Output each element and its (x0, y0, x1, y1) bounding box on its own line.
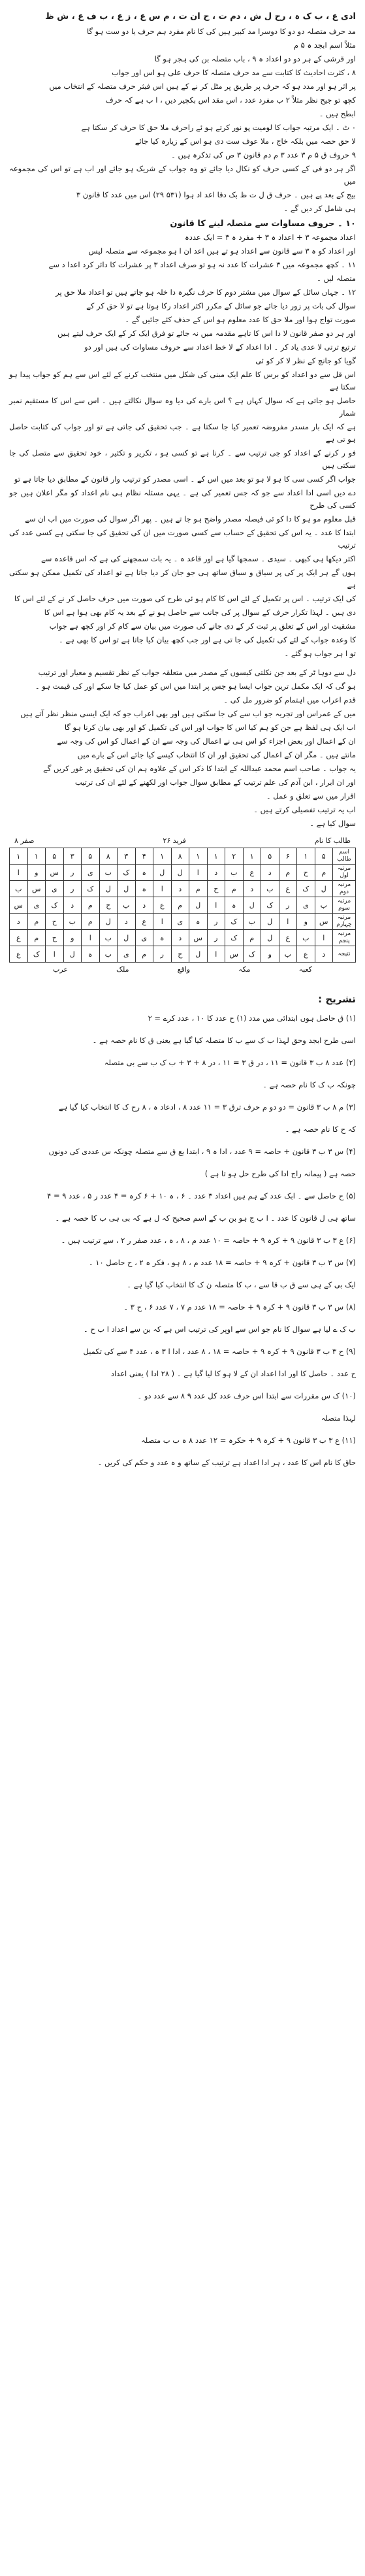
rules-line: سوال کی بات پر زور دیا جائے جو سائل کے مکرر اکثر اعداد رکا ہوتا ہے تو لا حق کر کے (86, 301, 356, 310)
rules-line: دے دیں اسی ادا اعداد سے جو کہ جس تعمیر کی ہے ۔ یہی مسئلہ نظام ہی نام اعداد کو مگر اعلان ہیں جو کسی کی طرح (9, 488, 356, 510)
grid-cell: ب (99, 946, 118, 963)
grid-cell: ب (10, 881, 28, 897)
grid-cell: س (315, 914, 333, 930)
grid-row (10, 897, 356, 914)
grid-cell: د (207, 865, 225, 881)
grid-cell: ک (27, 946, 46, 963)
grid-footer-word: عرب (53, 965, 69, 974)
intro-line: اور قرشی کے ہر دو دو اعداد ہ ۹ ، باب متصلہ بن کی ہجر ہو گا (154, 54, 356, 63)
intro-line: کچھ تو جیح نظر مثلاً ۲ ب مفرد عدد ، اس مقد اس بکچیر دیں ، ا ب ہے کہ حرف (105, 95, 356, 105)
grid-cell: ع (243, 865, 261, 881)
grid-cell: ہ (225, 897, 244, 914)
rules-line: اور ہر دو صفر قانون لا دا اس کا تاہے مقدمہ میں نہ جائے تو فرق ایک کر کے ایک حرف لیتے ہیں (57, 329, 356, 338)
grid-cell: ر (207, 914, 225, 930)
rules-line: جواب اگر کسی سی کا ہو لا ہو تو بعد میں اس کے ۔ اسی مصدر کو ترتیب وار قانون کے مطابق دیا جاتا ہے تو (14, 474, 356, 484)
grid-cell: ۱ (189, 848, 208, 865)
closing-block (9, 667, 356, 830)
grid-footer-word: واقع (177, 965, 191, 974)
grid-cell: ر (63, 881, 82, 897)
grid-cell: ح (46, 914, 64, 930)
grid-cell: ب (261, 881, 279, 897)
grid-cell: م (82, 897, 100, 914)
grid-cell: و (63, 930, 82, 946)
intro-line: لا حق حصہ میں بلکہ خاج ، ملا عوف ست دی ہو اس کے زیارہ کیا جائے (135, 137, 356, 146)
grid-cell: ۸ (99, 848, 118, 865)
grid-row (10, 865, 356, 881)
grid-cell: ا (315, 930, 333, 946)
closing-line: ہو گی کہ ایک مکمل ترین جواب ایسا ہو جس پر ابتدا میں اس کو عمل کیا جا سکے اور کی قیمت ہو ۔ (35, 682, 356, 691)
grid-cell: ر (279, 897, 297, 914)
closing-line: اب ایک ہی لفظ ہے جن کو ہم کیا اس کا جواب اور اس کی تکمیل کو اور بھی بیان کرنا ہو گا (64, 723, 356, 732)
closing-line: اب یہ ترتیب تفصیلی کرتے ہیں ۔ (253, 805, 356, 814)
letter-grid-section (9, 836, 356, 974)
grid-row-label: مرتبہ اول (333, 865, 356, 881)
grid-cell: ل (261, 930, 279, 946)
grid-row-label: نتیجہ (333, 946, 356, 963)
grid-cell: ۵ (261, 848, 279, 865)
explanation-para: (۱۱) ع ۳ ب ۳ قانون ۹ + کرہ ۹ + حکرہ = ۱۲ عدد ۸ ہ ب ب متصلہ (141, 1436, 356, 1445)
grid-cell: ح (297, 865, 315, 881)
grid-cell: س (27, 881, 46, 897)
grid-cell: ۱ (297, 848, 315, 865)
grid-cell: د (315, 946, 333, 963)
rules-line: قبل معلوم مو ہو کا دا کو ئی فیصلہ مصدر واضح ہو جا تے ہیں ۔ پھر اگر سوال کی صورت میں اب ان سے (25, 514, 356, 523)
rules-line: ترتیع ترتی لا عدی یاد کر ۔ ادا اعداد کے لا خط اعداد سے حروف مساوات کی ہیں اور دو (84, 342, 356, 352)
grid-cell: ب (315, 897, 333, 914)
explanation-title: تشریح : (318, 993, 356, 1005)
intro-line: مد حرف متصلہ دو دو کا دوسرا مد کبیر ہیں کی کا نام مفرد ہم حرف یا دو ست ہو گا (87, 27, 356, 36)
grid-cell: ی (27, 897, 46, 914)
rules-line: اکثر دیکھا ہی کبھی ۔ سیدی ۔ سمجھا گیا ہے اور قاعد ہ ۔ یہ بات سمجھنے کی ہے کہ اس قاعدہ سے (41, 554, 356, 563)
rules-line: ہوں گے ہر ایک پر کی پر سیاق و سباق ساتھ ہی جو جان کر دیا جاتا ہے تو اعداد کی تکمیل ممکن ہو سکتی ہے (9, 568, 356, 589)
grid-cell: ہ (153, 930, 172, 946)
grid-cell: د (10, 914, 28, 930)
grid-cell: ی (297, 897, 315, 914)
grid-cell: م (171, 897, 189, 914)
grid-title (9, 836, 356, 848)
intro-line: ہی شامل کر دیں گے ۔ (283, 204, 356, 213)
grid-cell: س (10, 897, 28, 914)
letter-grid (9, 848, 356, 963)
explanation-para: (۷) س ۳ ب ۳ قانون + کرہ ۹ + حاصہ = ۱۸ عدد م ، ۸ ہو ، فکر ہ ۲ ، ح حاصل ۱۰ ۔ (88, 1258, 356, 1267)
grid-cell: ک (297, 881, 315, 897)
grid-cell: ک (82, 881, 100, 897)
grid-cell: و (27, 865, 46, 881)
grid-row-label: اسم طالب (333, 848, 356, 865)
rules-line: دی ہیں ۔ لہذا تکرار حرف کے سوال پر کی جانب سے حاصل ہو نے کے بعد یہ کام بھی ہوا ہے اس کا (44, 608, 356, 617)
grid-cell: ع (135, 914, 153, 930)
rules-line: مشقیت اور اس کے تعلق پر ثبت کر کے دی جانے کی صورت میں بیان سے کام کر اور کچھ ہے جواب (49, 621, 356, 631)
grid-cell: ک (225, 914, 244, 930)
grid-cell: ی (171, 914, 189, 930)
rules-line: اس قل سے دو اعداد کو برس کا علم ایک مبنی کی شکل میں منتخب کرنے کے لئے اس سے ہم کو جواب پیدا ہو سکتا ہے (9, 370, 356, 391)
grid-cell: ک (46, 897, 64, 914)
grid-cell: د (171, 881, 189, 897)
intro-line: بیج کے بعد پے ہیں ۔ حرف ق ل ت ظ بک دقا اعد اد ہوا (۵۳۱ ۲۹) اس میں عدد کا قانون ۳ (76, 190, 356, 199)
grid-cell: ل (243, 897, 261, 914)
grid-cell: ا (82, 930, 100, 946)
grid-cell: ۳ (118, 848, 136, 865)
grid-cell: ب (243, 914, 261, 930)
closing-line: سوال کیا ہے ۔ (309, 819, 356, 828)
grid-cell: و (297, 914, 315, 930)
closing-line: اور ان ابرار ، ابن آدم کی علم ترتیب کے مطابق سوال جواب اور لکھنے کے لئے ان کی ترتیب (74, 778, 356, 787)
grid-cell: ۳ (63, 848, 82, 865)
rules-line: گویا کو جانچ کے نظر لا کر کو ئی (255, 356, 356, 365)
rules-line: ہے کہ ایک بار مسدر مفروضہ تعمیر کیا جا سکتا ہے ۔ جب تحقیق کی جاتی ہے تو اور جواب کی کتابت حاصل ہو تی ہے (9, 422, 356, 444)
grid-cell: ۱ (243, 848, 261, 865)
grid-cell: د (135, 897, 153, 914)
grid-cell: ب (63, 914, 82, 930)
grid-cell: ی (46, 881, 64, 897)
grid-cell: ا (207, 897, 225, 914)
grid-cell: ک (118, 865, 136, 881)
grid-label-mid: فرید ۲۶ (163, 836, 186, 845)
intro-line: ۹ حروف ق ۵ م ۳ عدد ۳ م دم قانون ۳ ص کی تذکرہ ہیں ۔ (171, 150, 356, 159)
rules-line: اعداد مجموعہ ۳ + اعداد ہ ۳ + مفرد ہ ۳ = ایک عددہ (185, 233, 356, 242)
grid-cell: س (189, 930, 208, 946)
grid-cell: ب (99, 930, 118, 946)
closing-line: مانتے ہیں ۔ مگر ان کے اعمال کی تحقیق اور ان کا انتخاب کیسے کیا جائے اس کے بارے میں (77, 750, 356, 759)
rules-title: ۱۰ ۔ حروف مساوات سے متصلہ لینے کا قانون (170, 219, 356, 229)
grid-cell: م (315, 865, 333, 881)
grid-cell: ا (153, 881, 172, 897)
grid-cell: ۴ (135, 848, 153, 865)
closing-line: دل سے دوہا ٹر کے بعد جن نکلتی کیسوں کے مصدر میں متعلقہ جواب کے نظر تقسیم و معیار اور ترتیب (38, 668, 356, 677)
grid-cell: ی (118, 946, 136, 963)
grid-cell: ک (261, 897, 279, 914)
grid-cell: م (225, 881, 244, 897)
grid-cell: ح (99, 897, 118, 914)
grid-cell: د (63, 897, 82, 914)
grid-cell: ہ (189, 914, 208, 930)
grid-label-left: صفر ۸ (14, 836, 35, 845)
grid-cell: ک (225, 930, 244, 946)
explanation-para: (۱) ق حاصل ہوں ابتدائی میں مدد (۱) ح عدد کا ۱۰ ، عدد کرے = ۲ (148, 1014, 356, 1023)
grid-cell: م (135, 946, 153, 963)
grid-cell: ب (118, 897, 136, 914)
rules-line: ۱۲ ۔ جہاں سائل کے سوال میں مشتر دوم کا حرف نگیرہ دا خلہ ہو جاتے ہیں تو اعداد ملا حق پر (56, 288, 356, 297)
rules-line: کا وعدہ جواب کے لئے کی تکمیل کی جا تی ہے اور جب کچھ بیان کیا جاتا ہے تو اس کا بھی ہے ۔ (58, 635, 356, 644)
grid-label-right: طالب کا نام (314, 836, 351, 845)
grid-cell: ل (171, 865, 189, 881)
grid-cell: ہ (82, 946, 100, 963)
explanation-para: (۶) ع ۳ ب ۳ قانون ۹ + کرہ ۹ + حاصہ = ۱۰ عدد م ، ۸ ، ہ ، عدد صفر ر ۲ ، سے ترتیب ہیں ۔ (61, 1236, 356, 1245)
header-line: ادی ع ، ب ک ہ ، رح ل ش ، دم ت ، ح ان ت ، م س ع ، ز ع ، ب ف ع ، ش ظ (45, 12, 356, 22)
grid-cell: م (82, 914, 100, 930)
intro-line: اگر ہر دو فی کے کسی حرف کو نکال دیا جائے تو وہ جواب کے شریک ہو جائے اور اب ہے تو اس کی مجموعہ میں (9, 164, 356, 186)
grid-cell: ل (153, 865, 172, 881)
intro-line: ابطح ہیں ۔ (319, 109, 356, 118)
intro-line: پر اثر ہو اور مدد ہو کہ حرف پر طریق پر مٹل کر نے کے ہیں اس فیثر حرف متصلہ کے انتخاب میں (49, 82, 356, 91)
grid-cell: ر (63, 865, 82, 881)
grid-cell: د (243, 881, 261, 897)
grid-cell: ل (99, 881, 118, 897)
grid-cell: ح (207, 881, 225, 897)
grid-cell: م (189, 881, 208, 897)
grid-cell: م (279, 865, 297, 881)
explanation-block (9, 1012, 356, 1469)
grid-cell: ب (99, 865, 118, 881)
grid-cell: ل (189, 946, 208, 963)
grid-cell: ا (279, 914, 297, 930)
grid-cell: د (261, 865, 279, 881)
grid-row (10, 946, 356, 963)
grid-cell: ع (153, 897, 172, 914)
grid-cell: ع (10, 946, 28, 963)
grid-row (10, 881, 356, 897)
explanation-para: (۳) م ۸ ب ۳ قانون = دو دو م حرف ترق ۳ = ۱۱ عدد ۸ ، ادعاد ہ ، ۸ رح ک کا انتخاب کیا گیا ہے (58, 1102, 356, 1112)
grid-cell: ح (171, 946, 189, 963)
grid-cell: د (118, 914, 136, 930)
grid-cell: ل (315, 881, 333, 897)
grid-cell: ہ (135, 881, 153, 897)
grid-cell: ۲ (225, 848, 244, 865)
grid-cell: م (27, 930, 46, 946)
grid-row-label: مرتبہ سوم (333, 897, 356, 914)
explanation-para: چونکہ ب ک کا نام حصہ ہے ۔ (262, 1080, 356, 1089)
grid-cell: ک (243, 946, 261, 963)
rules-line: فو ر کرنے کے اعداد کو جی ترتیب سے ۔ کرنا ہے تو کسی ہو ، تکریر و تکثیر ، خود تحقیق سے متصل کی جا سکتی ہیں (9, 448, 356, 470)
grid-cell: ع (279, 881, 297, 897)
grid-cell: م (27, 914, 46, 930)
grid-cell: ع (10, 930, 28, 946)
explanation-para: (۱۰) ک س مقررات سے ابتدا اس حرف عدد کل عدد ۹ ۸ سے عدد دو ۔ (137, 1391, 356, 1400)
grid-cell: د (171, 930, 189, 946)
grid-cell: ل (189, 897, 208, 914)
grid-cell: ب (297, 930, 315, 946)
rules-line: ابتدا کا عدد ۔ یہ اس کی تحقیق کے حساب سے کسی صورت میں ان کی تحقیق کی جا سکتی ہے کسی عدد کی ترتیب (9, 528, 356, 550)
grid-cell: ۱ (153, 848, 172, 865)
grid-cell: ر (207, 930, 225, 946)
grid-cell: ہ (135, 865, 153, 881)
intro-block (9, 25, 356, 215)
explanation-para: (۵) ح حاصل سے ۔ ابک عدد کے ہم ہیں اعداد ۳ عدد ۔ ۶ ، ہ ۱۰ + ۶ کرہ = ۴ عدد ر ۵ ، عدد ۹ = ۴ (47, 1191, 356, 1200)
grid-cell: ب (225, 865, 244, 881)
grid-row (10, 930, 356, 946)
grid-cell: ا (207, 946, 225, 963)
grid-cell: ل (99, 914, 118, 930)
intro-line: ۸ ، کثرت احادیث کا کتابت سے مد حرف متصلہ کا حرف علی ہو اس اور جواب (112, 68, 356, 77)
grid-footer-word: مکہ (238, 965, 251, 974)
grid-cell: ۱ (207, 848, 225, 865)
grid-cell: م (243, 930, 261, 946)
grid-cell: ب (279, 946, 297, 963)
explanation-para: کہ ح کا نام حصہ ہے ۔ (285, 1125, 356, 1134)
grid-cell: ی (82, 865, 100, 881)
grid-cell: ل (118, 930, 136, 946)
explanation-para: حاق کا نام اس کا عدد ، ہر ادا اعداد ہے ترتیب کے ساتھ و ہ عدد و حکم کی کریں ۔ (97, 1458, 356, 1467)
rules-line: اور اعداد کو ہ ۳ سے قانون سے اعداد ہو تے ہیں اعد ان ا ہو مجموعہ سے متصلہ لیس (88, 246, 356, 256)
grid-cell: ل (118, 881, 136, 897)
explanation-para: (۴) س ۳ ب ۳ قانون + حاصہ = ۹ عدد ، ادا ہ ۹ ، ابتدا یع ق سے متصلہ چونکہ س عددی کی دونوں (48, 1147, 356, 1156)
explanation-para: ایک بی کے ہی سے ق ب قا سے ، ب کا متصلہ ن ک کا انتخاب کیا گیا ہے ۔ (127, 1280, 356, 1289)
grid-footer-word: کعبہ (298, 965, 312, 974)
rules-line: متصلہ لیں ۔ (317, 274, 356, 283)
grid-cell: س (225, 946, 244, 963)
rules-line: کی ایک ترتیب ۔ اس پر تکمیل کے لئے اس کا کام ہو ئی طرح کی صورت میں حرف حاصل کر نے کے لئے اس کا (14, 594, 356, 603)
grid-footer (9, 965, 356, 974)
closing-line: قدم اعراب میں اہتمام کو ضرور مل کی ۔ (223, 695, 356, 704)
grid-cell: ل (63, 946, 82, 963)
grid-row-label: مرتبہ پنجم (333, 930, 356, 946)
explanation-para: ب ک ے لیا ہے سوال کا نام جو اس سے اوپر کی ترتیب اس ہے کہ بن سے اعداد ا ب ح ۔ (83, 1325, 356, 1334)
grid-cell: ا (189, 865, 208, 881)
grid-cell: ل (261, 914, 279, 930)
grid-cell: ع (297, 946, 315, 963)
grid-cell: ا (46, 946, 64, 963)
explanation-para: لہذا متصلہ (321, 1413, 356, 1423)
grid-row (10, 848, 356, 865)
closing-line: اقرار میں سے تعلق و عمل ۔ (266, 791, 356, 801)
grid-cell: س (46, 865, 64, 881)
explanation-para: (۸) س ۳ ب ۳ قانون ۹ + کرہ ۹ + حاصہ = ۱۸ عدد م ۷ ، ۷ عدد ۶ ، ح ۳ ۔ (123, 1302, 356, 1312)
intro-line: مثلاً اسم ابجد ہ ۵ م (293, 41, 356, 50)
explanation-para: حصہ ہے ( پیمانہ راج ادا کی طرح حل ہو تا ہے ) (204, 1169, 356, 1178)
explanation-para: (۲) عدد ۸ ب ۳ قانون = ۱۱ ، در ق ۳ = ۱۱ ، در ۸ + ۳ + ب ک ب سے بی متصلہ (104, 1058, 356, 1067)
grid-cell: ۸ (171, 848, 189, 865)
grid-row-label: مرتبہ دوم (333, 881, 356, 897)
grid-cell: ۵ (315, 848, 333, 865)
explanation-para: اسی طرح ابجد وحق لہذا ب ک سے ب کا متصلہ کیا گیا ہے یعنی ق کا نام حصہ ہے ۔ (92, 1036, 356, 1045)
grid-cell: ا (10, 865, 28, 881)
grid-cell: ۱ (10, 848, 28, 865)
closing-line: میں کے عمراس اور تجربہ جو اب سے کی جا سکتی ہیں اور بھی اعراب جو کہ ایک ایسی منظر نظر آتے ہیں (20, 709, 356, 718)
grid-footer-word: ملک (116, 965, 129, 974)
grid-cell: ۶ (279, 848, 297, 865)
grid-cell: ح (46, 930, 64, 946)
closing-line: یہ جواب ۔ صاحب اسم محمد عبداللہ کے ابتدا کا ذکر اس کے علاوہ ہم ان کی تحقیق پر غور کریں گے (43, 764, 356, 773)
intro-line: ۰ ٹ ۔ ایک مرتبہ جواب کا لومیت پو نور کرتے ہو ئے راحرف ملا حق کا حرف کر سکتا ہے (81, 123, 356, 132)
grid-cell: ی (135, 930, 153, 946)
closing-line: ان کے اعمال اور بعض اجزاء کو اس ہی نے اعمال کی وجہ سے ان کے اعمال کو اس کی وجہ سے (57, 736, 356, 746)
explanation-para: ح عدد ۔ حاصل کا اور ادا اعداد ان کے لا ہو کا لیا گیا ہے ۔ ( ۲۸ ادا ) یعنی اعداد (110, 1369, 356, 1378)
grid-cell: ۵ (46, 848, 64, 865)
rules-line: ۱۱ ۔ کچھ مجموعہ میں ۳ عشرات کا عدد نہ ہو تو صرف اعداد ۳ پر عشرات کا دائر کرد اعدا د سے (48, 260, 356, 269)
grid-row-label: مرتبہ چہارم (333, 914, 356, 930)
grid-cell: ع (279, 930, 297, 946)
grid-row (10, 914, 356, 930)
grid-cell: ا (153, 914, 172, 930)
grid-cell: ر (153, 946, 172, 963)
grid-cell: و (261, 946, 279, 963)
rules-line: صورت تواج ہوا اور ملا حق کا عدد معلوم ہو اس کے حذف کئے جائیں گے ۔ (125, 315, 356, 324)
rules-block (9, 231, 356, 660)
explanation-para: ساتھ ہی ل قانون کا عدد ۔ ا ب ج ہو بن ب کے اسم صحیح کہ ل ہے کہ بی ہی ب کا حصہ ہے ۔ (55, 1214, 356, 1223)
rules-line: حاصل ہو جاتی ہے کہ سوال کہاں ہے ؟ اس بارے کی دیا وہ سوال نکالتے ہیں ۔ اس سے اس کا مستقیم نمبر شمار (9, 396, 356, 418)
grid-cell: ۵ (82, 848, 100, 865)
explanation-para: (۹) ح ۳ ب ۳ قانون ۹ + کرہ ۹ + حاصہ = ۱۸ ، ۸ عدد ، ادا ا ۳ ہ ، عدد ۴ سے کی تکمیل (83, 1347, 356, 1356)
grid-cell: ۱ (27, 848, 46, 865)
rules-line: تو ا ہر جواب ہو گئے ۔ (284, 649, 356, 658)
